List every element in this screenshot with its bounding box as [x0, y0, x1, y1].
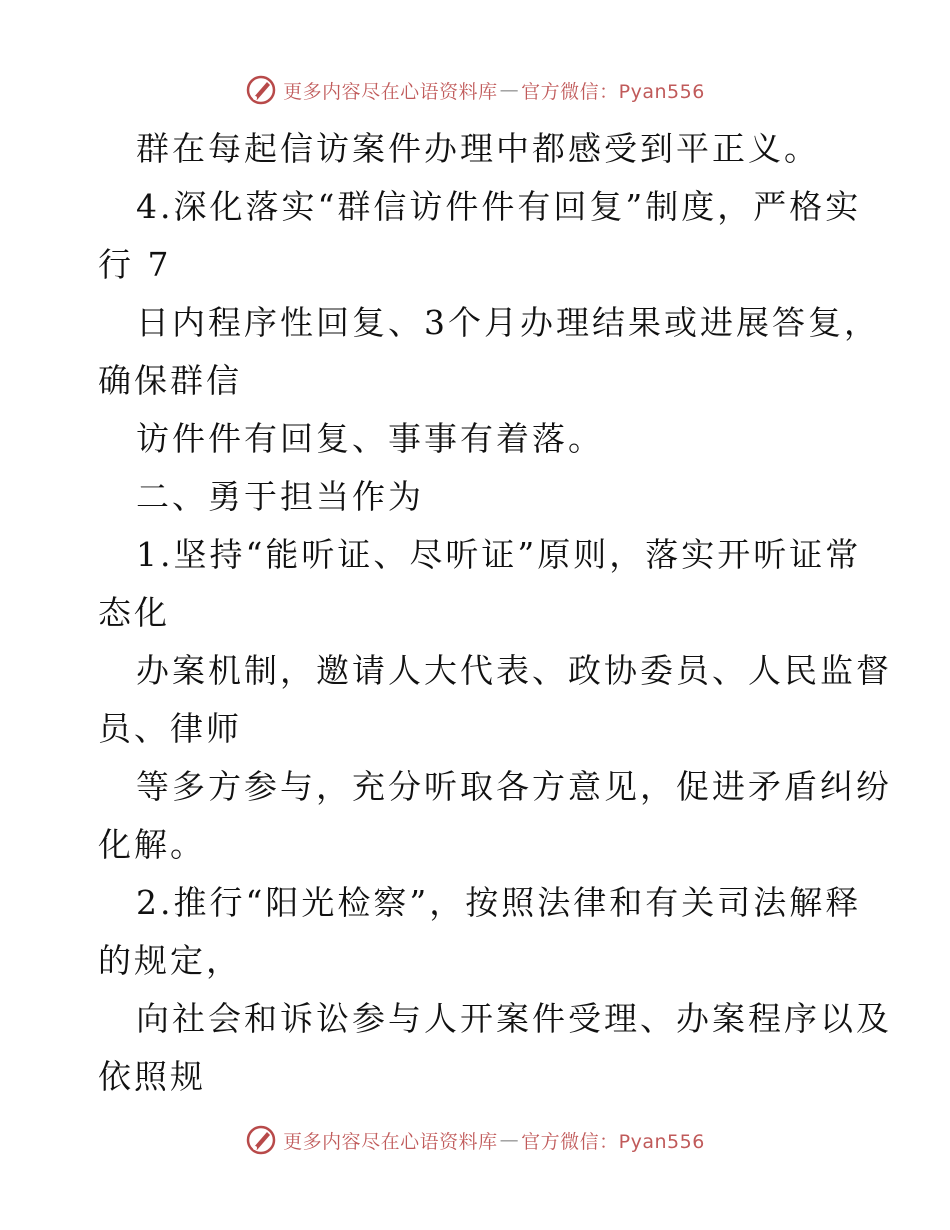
- text-line: 行 7: [98, 245, 172, 284]
- watermark-dash: —: [499, 1129, 520, 1151]
- watermark-text: 更多内容尽在心语资料库: [283, 1130, 498, 1153]
- text-line: 日内程序性回复、3个月办理结果或进展答复，: [136, 303, 880, 342]
- text-line: 确保群信: [98, 361, 242, 400]
- text-line: 的规定，: [98, 941, 242, 980]
- text-line: 依照规: [98, 1057, 206, 1096]
- footer-watermark: [0, 1120, 950, 1160]
- text-line: 访件件有回复、事事有着落。: [136, 419, 604, 458]
- text-line: 1.坚持“能听证、尽听证”原则，落实开听证常: [136, 535, 862, 574]
- section-heading: 二、勇于担当作为: [136, 477, 424, 516]
- text-line: 化解。: [98, 825, 206, 864]
- pen-logo-icon: [245, 74, 277, 106]
- watermark-text: 更多内容尽在心语资料库: [283, 80, 498, 103]
- text-line: 群在每起信访案件办理中都感受到平正义。: [136, 129, 820, 168]
- text-line: 态化: [98, 593, 170, 632]
- pen-logo-icon: [245, 1124, 277, 1156]
- document-body: [98, 120, 892, 1106]
- text-line: 2.推行“阳光检察”，按照法律和有关司法解释: [136, 883, 862, 922]
- watermark-dash: —: [499, 79, 520, 101]
- header-watermark: [0, 70, 950, 110]
- watermark-wechat: 官方微信：Pyan556: [521, 1130, 705, 1153]
- watermark-wechat: 官方微信：Pyan556: [521, 80, 705, 103]
- text-line: 向社会和诉讼参与人开案件受理、办案程序以及: [136, 999, 892, 1038]
- text-line: 4.深化落实“群信访件件有回复”制度，严格实: [136, 187, 862, 226]
- text-line: 办案机制，邀请人大代表、政协委员、人民监督: [136, 651, 892, 690]
- text-line: 等多方参与，充分听取各方意见，促进矛盾纠纷: [136, 767, 892, 806]
- text-line: 员、律师: [98, 709, 242, 748]
